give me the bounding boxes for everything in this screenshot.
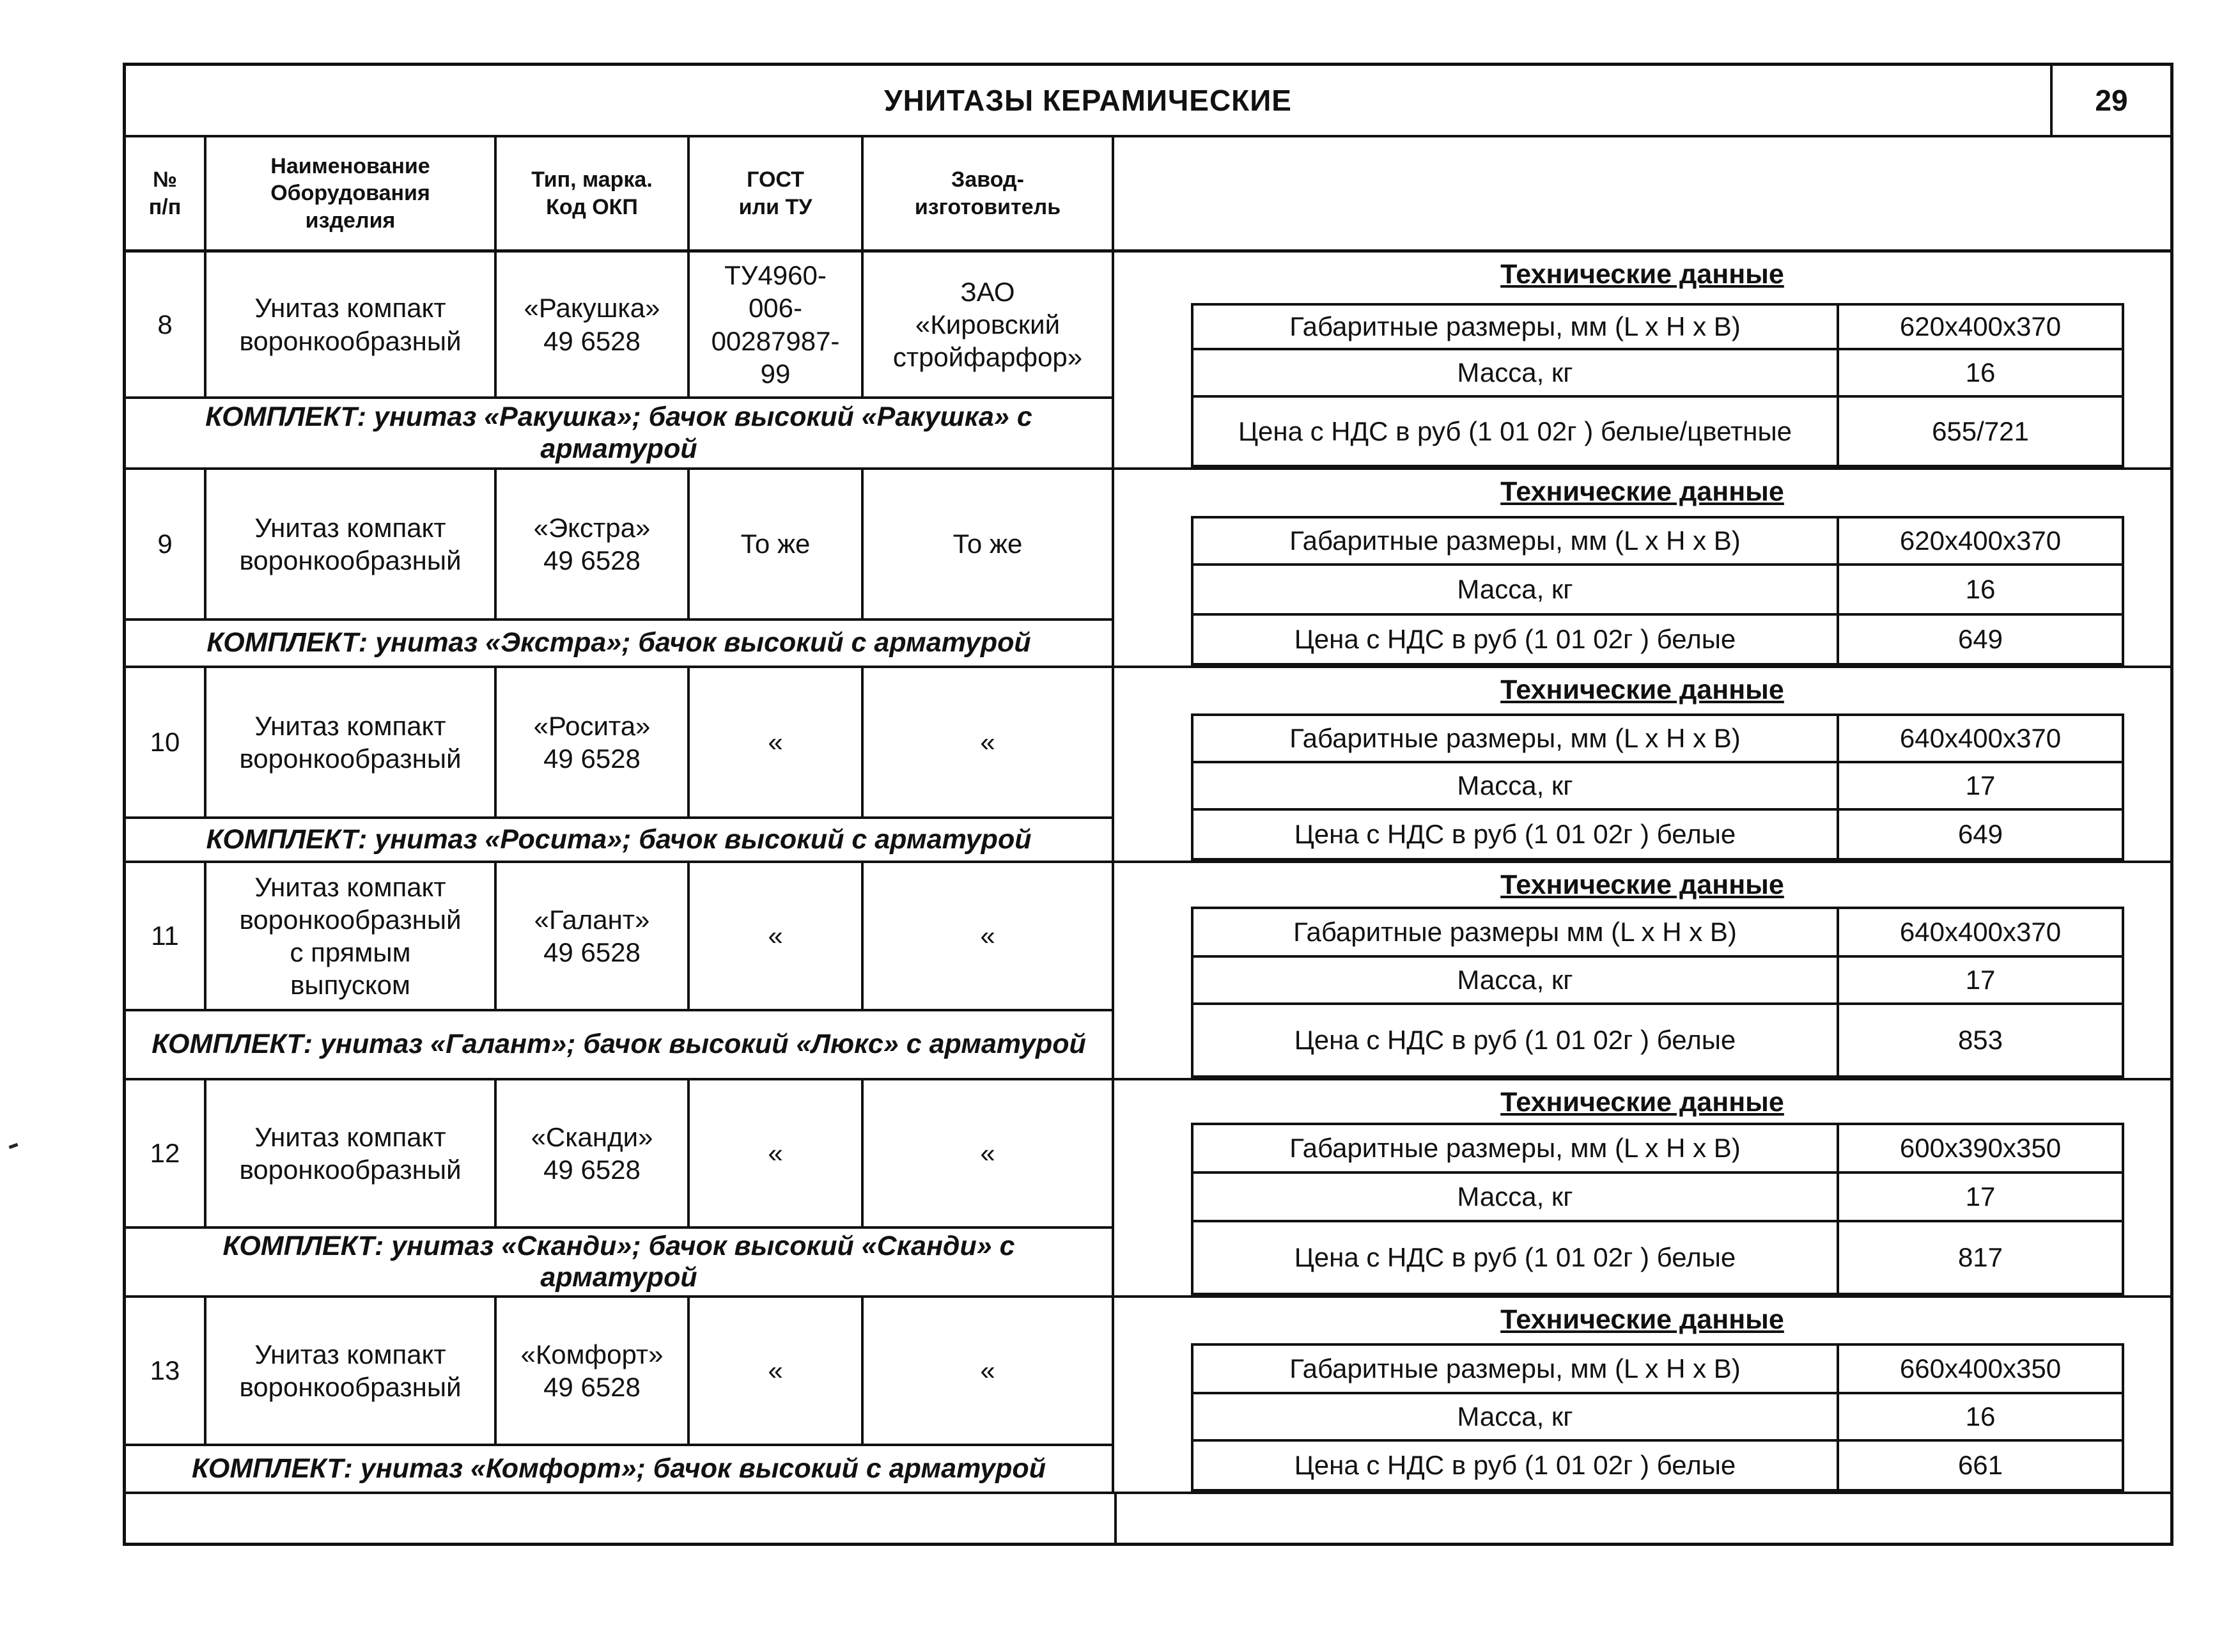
- tech-value-mass: 16: [1965, 574, 1996, 604]
- item-kit-note: КОМПЛЕКТ: унитаз «Экстра»; бачок высокий с арматурой: [126, 618, 1114, 666]
- tech-data-table: [1191, 713, 2124, 861]
- tech-value-mass: 17: [1965, 965, 1996, 995]
- tech-row-price: [1193, 1005, 2122, 1075]
- page-title: УНИТАЗЫ КЕРАМИЧЕСКИЕ: [884, 84, 1292, 117]
- tech-label-mass: Масса, кг: [1193, 958, 1839, 1002]
- tech-data-title: Технические данные: [1500, 259, 1784, 290]
- tech-label-dimensions: Габаритные размеры, мм (L x H x B): [1193, 518, 1839, 563]
- item-num-cell: 13: [126, 1298, 206, 1444]
- item-maker-cell: «: [864, 863, 1114, 1009]
- tech-row-dimensions: [1193, 518, 2122, 566]
- tech-data-table: [1191, 1343, 2124, 1492]
- tech-data-panel: [1114, 1298, 2170, 1492]
- tech-row-price: [1193, 1222, 2122, 1293]
- header-type: Тип, марка. Код ОКП: [497, 137, 690, 249]
- item-num-cell: 11: [126, 863, 206, 1009]
- tech-value-price: 853: [1957, 1025, 2003, 1055]
- item-gost-cell: «: [690, 1080, 864, 1226]
- item-type-cell: «Экстра» 49 6528: [497, 470, 690, 618]
- tech-value-price: 817: [1957, 1242, 2003, 1272]
- tech-value-price: 649: [1957, 624, 2003, 654]
- tech-row-dimensions: [1193, 1125, 2122, 1174]
- item-name-cell: Унитаз компакт воронкообразный: [206, 253, 497, 396]
- item-name-cell: Унитаз компакт воронкообразный: [206, 1080, 497, 1226]
- tech-data-title: Технические данные: [1500, 1087, 1784, 1118]
- item-group: [126, 1298, 2170, 1494]
- item-gost-cell: ТУ4960- 006- 00287987- 99: [690, 253, 864, 396]
- tech-label-price: Цена с НДС в руб (1 01 02г ) белые/цветные: [1193, 398, 1839, 465]
- tech-data-panel: [1114, 253, 2170, 467]
- item-kit-note: КОМПЛЕКТ: унитаз «Росита»; бачок высокий с арматурой: [126, 816, 1114, 861]
- header-gost: ГОСТ или ТУ: [690, 137, 864, 249]
- tech-row-dimensions: [1193, 909, 2122, 958]
- item-num-cell: 12: [126, 1080, 206, 1226]
- item-name-cell: Унитаз компакт воронкообразный: [206, 470, 497, 618]
- item-group: [126, 863, 2170, 1080]
- tech-data-panel: [1114, 863, 2170, 1078]
- item-num-cell: 8: [126, 253, 206, 396]
- tech-data-title: Технические данные: [1500, 674, 1784, 705]
- tech-label-price: Цена с НДС в руб (1 01 02г ) белые: [1193, 616, 1839, 663]
- tech-label-mass: Масса, кг: [1193, 1174, 1839, 1220]
- item-kit-note: КОМПЛЕКТ: унитаз «Ракушка»; бачок высокий «Ракушка» с арматурой: [126, 396, 1114, 467]
- tech-value-dimensions: 640x400x370: [1899, 917, 2062, 947]
- item-type-cell: «Галант» 49 6528: [497, 863, 690, 1009]
- tech-label-price: Цена с НДС в руб (1 01 02г ) белые: [1193, 1442, 1839, 1489]
- item-gost-cell: «: [690, 863, 864, 1009]
- scan-mark: [9, 1143, 19, 1149]
- tech-row-mass: [1193, 1174, 2122, 1222]
- tech-data-table: [1191, 303, 2124, 467]
- item-gost-cell: То же: [690, 470, 864, 618]
- tech-data-panel: [1114, 470, 2170, 666]
- item-kit-note: КОМПЛЕКТ: унитаз «Сканди»; бачок высокий «Сканди» с арматурой: [126, 1226, 1114, 1295]
- tech-row-dimensions: [1193, 716, 2122, 763]
- table-header: [126, 137, 2170, 253]
- tech-row-price: [1193, 1442, 2122, 1489]
- item-group: [126, 668, 2170, 863]
- tech-data-table: [1191, 1123, 2124, 1295]
- item-maker-cell: «: [864, 1080, 1114, 1226]
- tech-label-mass: Масса, кг: [1193, 763, 1839, 808]
- item-type-cell: «Комфорт» 49 6528: [497, 1298, 690, 1444]
- tech-data-table: [1191, 516, 2124, 666]
- tech-data-panel: [1114, 668, 2170, 861]
- tech-data-title: Технические данные: [1500, 869, 1784, 900]
- tech-label-mass: Масса, кг: [1193, 1394, 1839, 1439]
- tech-data-panel: [1114, 1080, 2170, 1295]
- tech-value-mass: 17: [1965, 770, 1996, 800]
- tech-value-price: 655/721: [1932, 416, 2029, 446]
- tech-row-price: [1193, 616, 2122, 663]
- page-number: 29: [2050, 66, 2170, 135]
- tech-data-title: Технические данные: [1500, 476, 1784, 507]
- item-maker-cell: ЗАО «Кировский стройфарфор»: [864, 253, 1114, 396]
- tech-label-mass: Масса, кг: [1193, 350, 1839, 395]
- header-maker: Завод- изготовитель: [864, 137, 1114, 249]
- item-kit-note: КОМПЛЕКТ: унитаз «Комфорт»; бачок высокий с арматурой: [126, 1444, 1114, 1492]
- item-group: [126, 470, 2170, 668]
- tech-label-dimensions: Габаритные размеры, мм (L x H x B): [1193, 1346, 1839, 1392]
- tech-label-mass: Масса, кг: [1193, 566, 1839, 613]
- item-kit-note: КОМПЛЕКТ: унитаз «Галант»; бачок высокий «Люкс» с арматурой: [126, 1009, 1114, 1078]
- tech-value-dimensions: 620x400x370: [1899, 526, 2062, 556]
- tech-label-dimensions: Габаритные размеры, мм (L x H x B): [1193, 306, 1839, 348]
- tech-row-price: [1193, 811, 2122, 858]
- title-row: [126, 66, 2170, 137]
- item-maker-cell: То же: [864, 470, 1114, 618]
- item-group: [126, 1080, 2170, 1298]
- tech-label-dimensions: Габаритные размеры мм (L x H x B): [1193, 909, 1839, 955]
- tech-row-mass: [1193, 566, 2122, 616]
- tech-label-price: Цена с НДС в руб (1 01 02г ) белые: [1193, 1222, 1839, 1293]
- tech-value-dimensions: 660x400x350: [1899, 1353, 2062, 1383]
- item-maker-cell: «: [864, 1298, 1114, 1444]
- item-type-cell: «Ракушка» 49 6528: [497, 253, 690, 396]
- tech-value-dimensions: 620x400x370: [1899, 311, 2062, 341]
- catalog-sheet: [123, 63, 2173, 1546]
- header-num: № п/п: [126, 137, 206, 249]
- tech-row-mass: [1193, 958, 2122, 1005]
- tech-value-price: 661: [1957, 1450, 2003, 1480]
- tech-label-dimensions: Габаритные размеры, мм (L x H x B): [1193, 716, 1839, 761]
- tech-row-mass: [1193, 763, 2122, 811]
- tech-value-mass: 16: [1965, 357, 1996, 387]
- tech-data-table: [1191, 907, 2124, 1078]
- tech-label-price: Цена с НДС в руб (1 01 02г ) белые: [1193, 811, 1839, 858]
- tech-data-title: Технические данные: [1500, 1304, 1784, 1335]
- item-type-cell: «Сканди» 49 6528: [497, 1080, 690, 1226]
- item-maker-cell: «: [864, 668, 1114, 816]
- tech-label-dimensions: Габаритные размеры, мм (L x H x B): [1193, 1125, 1839, 1171]
- tech-value-mass: 17: [1965, 1181, 1996, 1212]
- item-group: [126, 253, 2170, 470]
- item-name-cell: Унитаз компакт воронкообразный с прямым выпуском: [206, 863, 497, 1009]
- tech-row-price: [1193, 398, 2122, 465]
- tech-row-mass: [1193, 350, 2122, 398]
- item-num-cell: 10: [126, 668, 206, 816]
- item-num-cell: 9: [126, 470, 206, 618]
- tech-value-dimensions: 600x390x350: [1899, 1133, 2062, 1163]
- tech-row-mass: [1193, 1394, 2122, 1442]
- tech-value-price: 649: [1957, 819, 2003, 849]
- item-type-cell: «Росита» 49 6528: [497, 668, 690, 816]
- item-gost-cell: «: [690, 668, 864, 816]
- tech-value-mass: 16: [1965, 1401, 1996, 1431]
- footer-divider: [1114, 1494, 1117, 1543]
- tech-row-dimensions: [1193, 306, 2122, 350]
- empty-footer-row: [126, 1494, 2170, 1543]
- item-gost-cell: «: [690, 1298, 864, 1444]
- tech-value-dimensions: 640x400x370: [1899, 723, 2062, 753]
- item-name-cell: Унитаз компакт воронкообразный: [206, 668, 497, 816]
- tech-label-price: Цена с НДС в руб (1 01 02г ) белые: [1193, 1005, 1839, 1075]
- tech-row-dimensions: [1193, 1346, 2122, 1394]
- item-name-cell: Унитаз компакт воронкообразный: [206, 1298, 497, 1444]
- header-name: Наименование Оборудования изделия: [206, 137, 497, 249]
